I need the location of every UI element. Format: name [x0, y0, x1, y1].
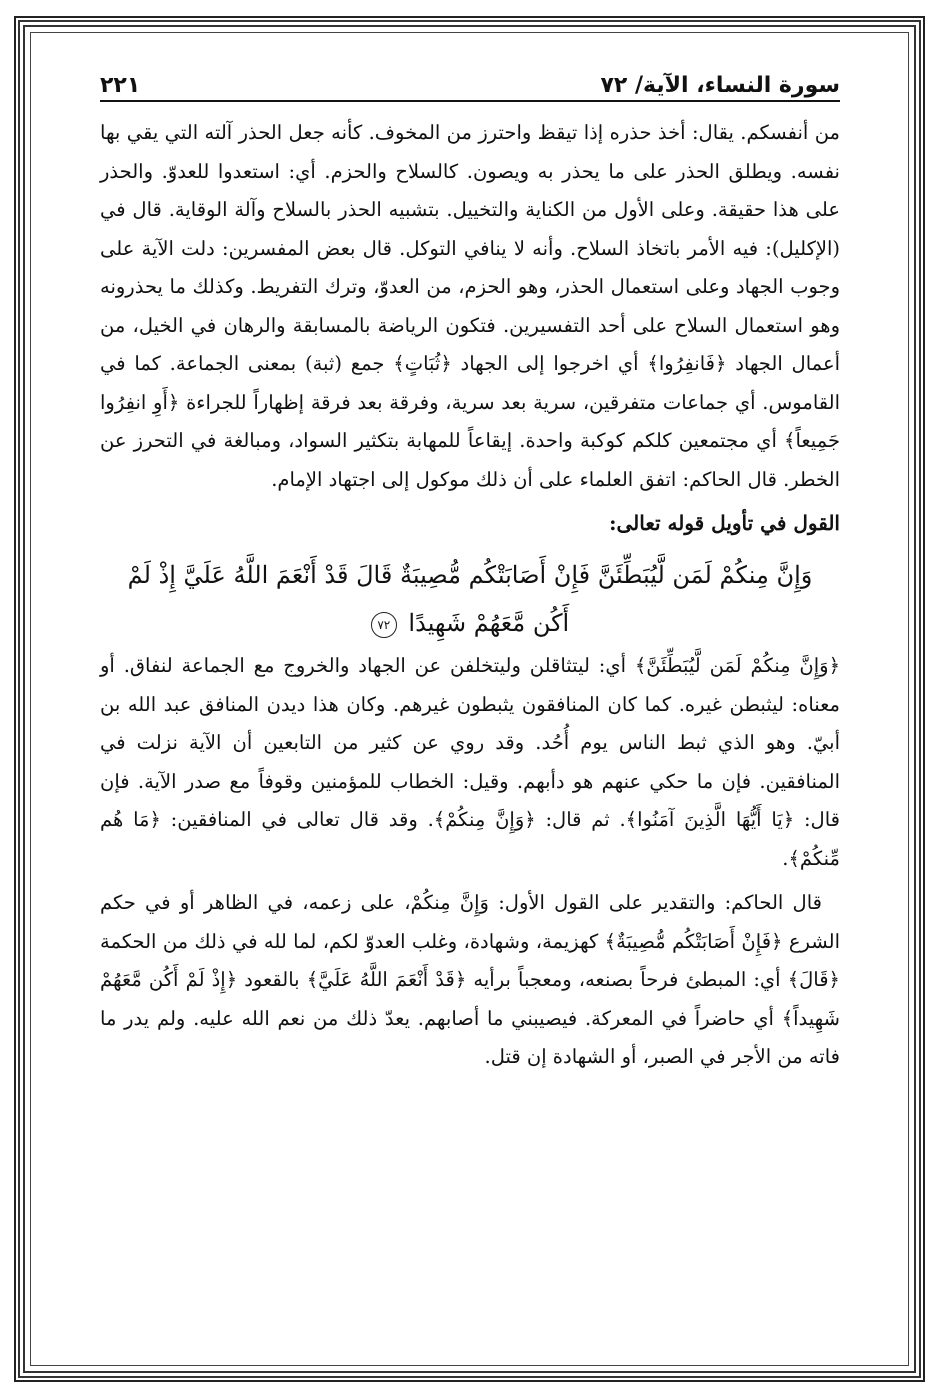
surah-reference: سورة النساء، الآية/ ٧٢	[600, 73, 840, 98]
commentary-paragraph: قال الحاكم: والتقدير على القول الأول: وَإِنَّ مِنكُمْ، على زعمه، في الظاهر أو في حكم الشرع ﴿فَإِنْ أَصَابَتْكُم مُّصِيبَةٌ﴾ كهزيمة، وشهادة، وغلب العدوّ لكم، لما لله في ذلك من الحكمة ﴿قَالَ﴾ أي: المبطئ فرحاً بصنعه، ومعجباً برأيه ﴿قَدْ أَنْعَمَ اللَّهُ عَلَيَّ﴾ بالقعود ﴿إِذْ لَمْ أَكُن مَّعَهُمْ شَهِيداً﴾ أي حاضراً في المعركة. فيصيبني ما أصابهم. يعدّ ذلك من نعم الله عليه. ولم يدر ما فاته من الأجر في الصبر، أو الشهادة إن قتل.	[100, 891, 840, 1068]
commentary-paragraph: ﴿وَإِنَّ مِنكُمْ لَمَن لَّيُبَطِّئَنَّ﴾ أي: ليتثاقلن وليتخلفن عن الجهاد والخروج مع الجماعة لنفاق. أو معناه: ليثبطن غيره. كما كان المنافقون يثبطون غيرهم. وكان هذا ديدن المنافق عبد الله بن أبيّ. وهو الذي ثبط الناس يوم أُحُد. وقد روي عن كثير من التابعين أن الآية نزلت في المنافقين. فإن ما حكي عنهم هو دأبهم. وقيل: الخطاب للمؤمنين وقوفاً مع صدر الآية. فإن قال: ﴿يَا أَيُّهَا الَّذِينَ آمَنُوا﴾. ثم قال: ﴿وَإِنَّ مِنكُمْ﴾. وقد قال تعالى في المنافقين: ﴿مَا هُم مِّنكُمْ﴾.	[100, 654, 840, 870]
page-number: ٢٢١	[100, 73, 141, 98]
main-text	[100, 114, 840, 1077]
verse-text: وَإِنَّ مِنكُمْ لَمَن لَّيُبَطِّئَنَّ فَإِنْ أَصَابَتْكُم مُّصِيبَةٌ قَالَ قَدْ أَنْعَمَ اللَّهُ عَلَيَّ إِذْ لَمْ أَكُن مَّعَهُمْ شَهِيدًا	[127, 561, 813, 637]
paragraph: من أنفسكم. يقال: أخذ حذره إذا تيقظ واحترز من المخوف. كأنه جعل الحذر آلته التي يقي بها نفسه. ويطلق الحذر على ما يحذر به ويصون. كالسلاح والحزم. أي: استعدوا للعدوّ. والحذر على هذا حقيقة. وعلى الأول من الكناية والتخييل. بتشبيه الحذر بالسلاح وآلة الوقاية. قال في (الإكليل): فيه الأمر باتخاذ السلاح. وأنه لا ينافي التوكل. قال بعض المفسرين: دلت الآية على وجوب الجهاد وعلى استعمال الحذر، وهو الحزم، من العدوّ، وترك التفريط. وكذلك ما يحذرونه وهو استعمال السلاح على أحد التفسيرين. فتكون الرياضة بالمسابقة والرهان في الخيل، من أعمال الجهاد ﴿فَانفِرُوا﴾ أي اخرجوا إلى الجهاد ﴿ثُبَاتٍ﴾ جمع (ثبة) بمعنى الجماعة. كما في القاموس. أي جماعات متفرقين، سرية بعد سرية، وفرقة بعد فرقة إظهاراً للجراءة ﴿أَوِ انفِرُوا جَمِيعاً﴾ أي مجتمعين كلكم كوكبة واحدة. إيقاعاً للمهابة بتكثير السواد، ومبالغة في التحرز عن الخطر. قال الحاكم: اتفق العلماء على أن ذلك موكول إلى اجتهاد الإمام.	[100, 121, 840, 491]
book-page	[100, 62, 840, 1077]
running-header	[100, 62, 840, 102]
ayah-number-marker: ٧٢	[371, 612, 397, 638]
section-heading: القول في تأويل قوله تعالى:	[609, 511, 840, 535]
quran-verse	[110, 551, 830, 647]
